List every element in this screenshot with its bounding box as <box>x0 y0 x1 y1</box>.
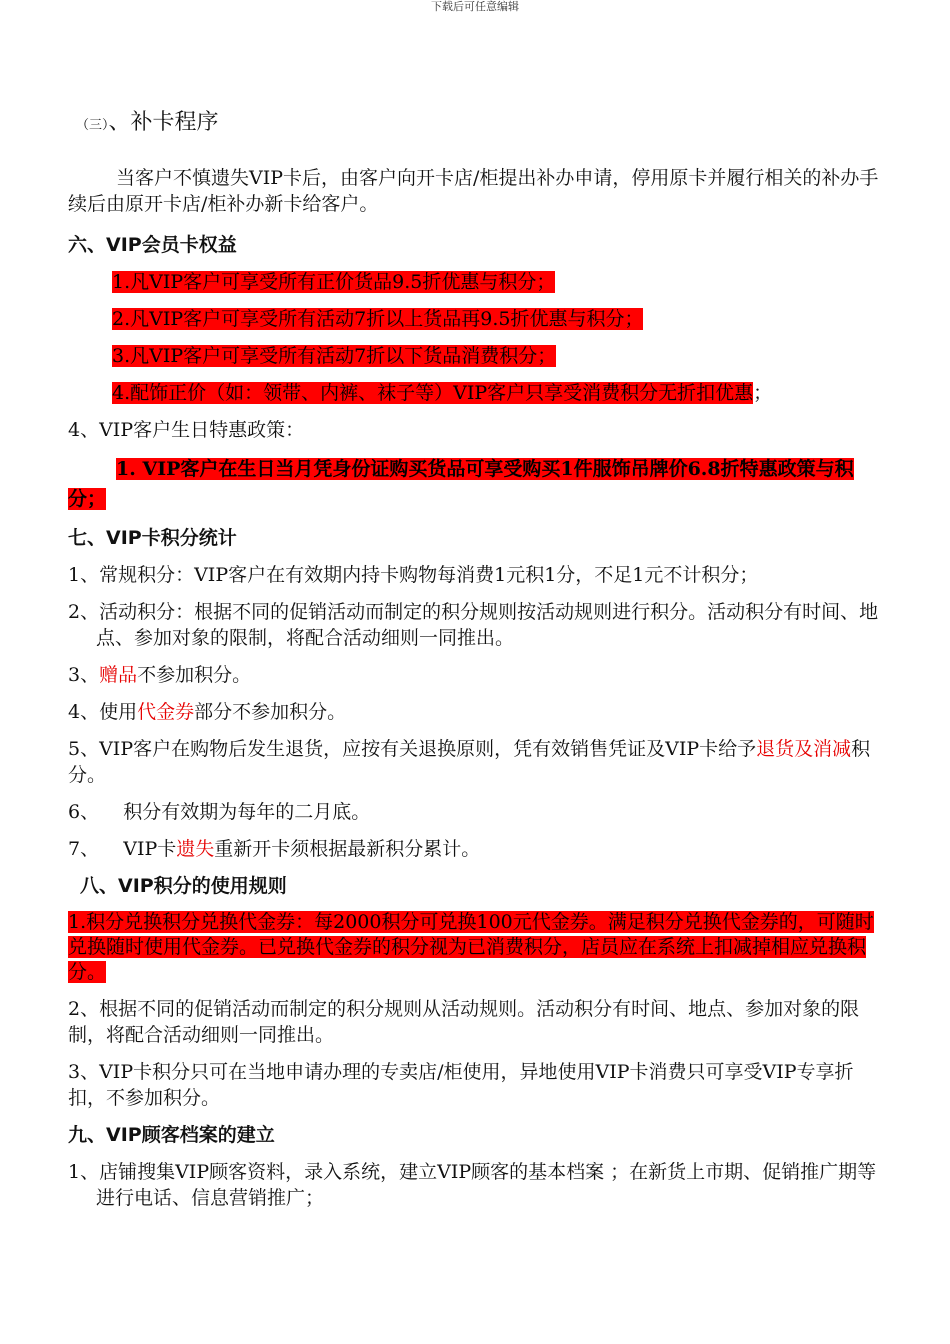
s7-item-4-suffix: 部分不参加积分。 <box>194 701 347 723</box>
section-6-title: 六、VIP会员卡权益 <box>68 234 237 256</box>
s6-item-1-text: 1.凡VIP客户可享受所有正价货品9.5折优惠与积分； <box>112 271 556 293</box>
birthday-policy-title: 4、VIP客户生日特惠政策： <box>68 419 305 441</box>
page-header: 下载后可任意编辑 <box>431 0 519 13</box>
s7-item-4 <box>68 699 884 725</box>
s8-item-1-text: 1.积分兑换积分兑换代金券：每2000积分可兑换100元代金券。满足积分兑换代金券的，可随时兑换随时使用代金券。已兑换代金券的积分视为已消费积分，店员应在系统上扣减掉相应兑换积分。 <box>68 911 874 983</box>
s7-item-7 <box>68 836 884 862</box>
s7-item-6: 6、 积分有效期为每年的二月底。 <box>68 801 371 823</box>
s6-item-3 <box>68 343 884 369</box>
s7-item-5-red: 退货及消减 <box>756 738 852 760</box>
section-8-title: 八、VIP积分的使用规则 <box>80 875 287 897</box>
s7-item-3-suffix: 不参加积分。 <box>137 664 252 686</box>
s7-item-4-red: 代金券 <box>137 701 195 723</box>
s6-item-3-text: 3.凡VIP客户可享受所有活动7折以下货品消费积分； <box>112 345 557 367</box>
s7-item-4-prefix: 4、使用 <box>68 701 138 723</box>
s7-item-7-prefix: 7、 VIP卡 <box>68 838 177 860</box>
s7-item-7-red: 遗失 <box>176 838 215 860</box>
intro-paragraph: 当客户不慎遗失VIP卡后，由客户向开卡店/柜提出补办申请，停用原卡并履行相关的补办手续后由原开卡店/柜补办新卡给客户。 <box>68 167 879 215</box>
section-9-title: 九、VIP顾客档案的建立 <box>68 1124 275 1146</box>
s7-item-3 <box>68 662 884 688</box>
s9-item-1: 1、店铺搜集VIP顾客资料，录入系统，建立VIP顾客的基本档案 ；在新货上市期、促销推广期等进行电话、信息营销推广； <box>68 1161 877 1209</box>
s6-item-4 <box>68 380 884 406</box>
s7-item-3-red: 赠品 <box>99 664 138 686</box>
subsection-text: 、补卡程序 <box>108 110 219 135</box>
s7-item-5-prefix: 5、VIP客户在购物后发生退货，应按有关退换原则，凭有效销售凭证及VIP卡给予 <box>68 738 757 760</box>
s6-item-2-text: 2.凡VIP客户可享受所有活动7折以上货品再9.5折优惠与积分； <box>112 308 644 330</box>
s6-item-4-tail: ； <box>753 382 773 404</box>
s7-item-7-suffix: 重新开卡须根据最新积分累计。 <box>214 838 481 860</box>
s7-item-3-prefix: 3、 <box>68 664 100 686</box>
s8-item-1 <box>68 910 884 985</box>
s6-item-2 <box>68 306 884 332</box>
document-body <box>68 108 884 1222</box>
s8-item-3: 3、VIP卡积分只可在当地申请办理的专卖店/柜使用，异地使用VIP卡消费只可享受VIP专享折扣，不参加积分。 <box>68 1061 854 1109</box>
subsection-title <box>76 108 884 141</box>
subsection-number: （三） <box>76 118 109 133</box>
birthday-policy-item <box>68 454 884 514</box>
s6-item-4-text: 4.配饰正价（如：领带、内裤、袜子等）VIP客户只享受消费积分无折扣优惠 <box>112 382 754 404</box>
birthday-policy-text: 1. VIP客户在生日当月凭身份证购买货品可享受购买1件服饰吊牌价6.8折特惠政策与积分； <box>68 458 854 510</box>
s7-item-5-suffix: 积分。 <box>68 738 871 786</box>
s7-item-2: 2、活动积分：根据不同的促销活动而制定的积分规则按活动规则进行积分。活动积分有时间、地点、参加对象的限制，将配合活动细则一同推出。 <box>68 601 879 649</box>
s7-item-5 <box>68 736 884 788</box>
s6-item-1 <box>68 269 884 295</box>
s7-item-1: 1、常规积分：VIP客户在有效期内持卡购物每消费1元积1分，不足1元不计积分； <box>68 564 759 586</box>
s8-item-2: 2、根据不同的促销活动而制定的积分规则从活动规则。活动积分有时间、地点、参加对象的限制，将配合活动细则一同推出。 <box>68 998 860 1046</box>
section-7-title: 七、VIP卡积分统计 <box>68 527 237 549</box>
